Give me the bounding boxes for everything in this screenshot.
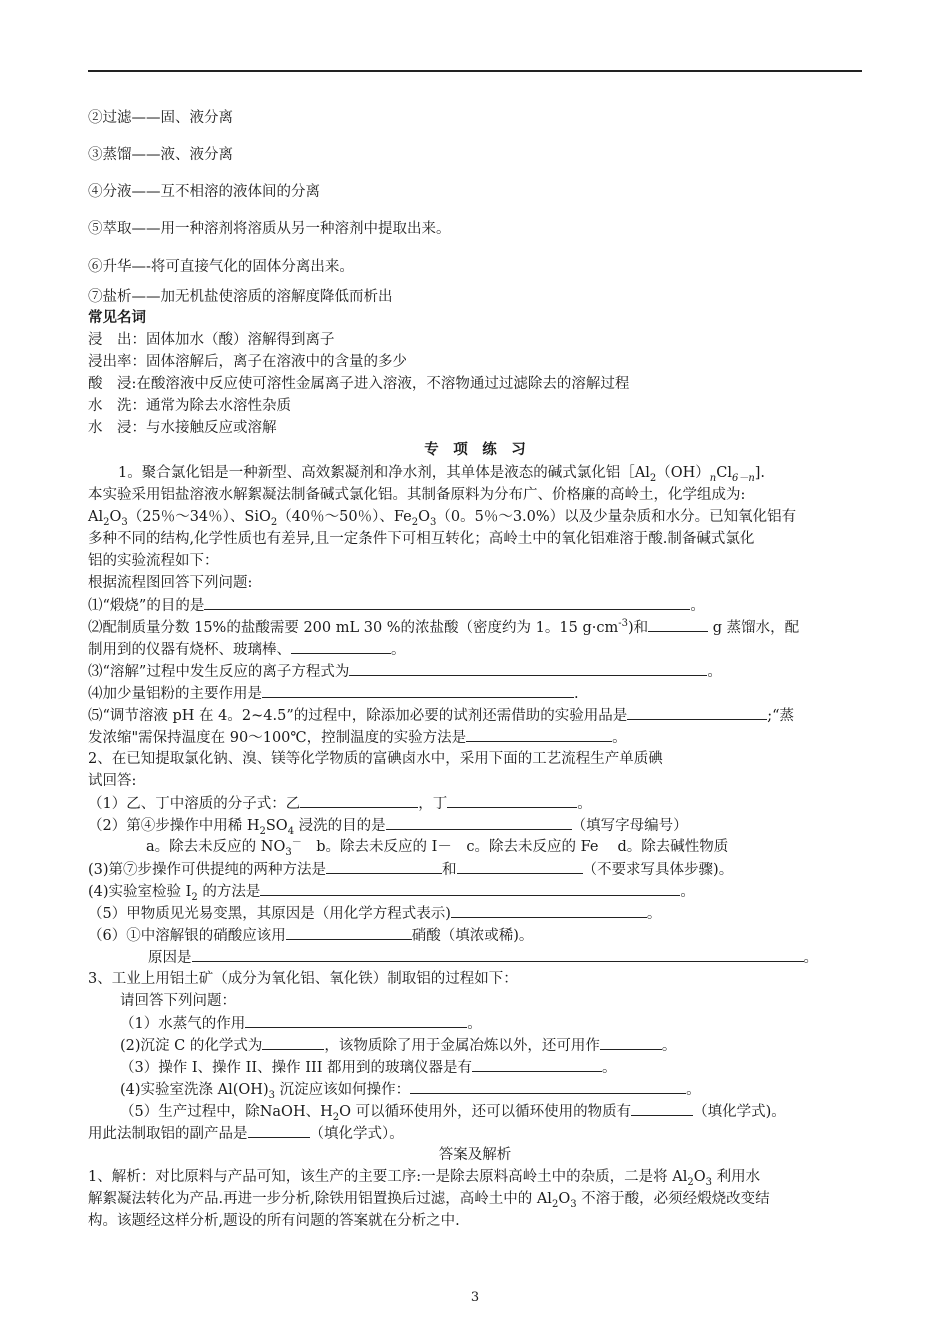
q1-part4: ⑷加少量铝粉的主要作用是 . <box>88 683 579 704</box>
q1-part3: ⑶“溶解”过程中发生反应的离子方程式为 。 <box>88 661 722 682</box>
answer-blank[interactable] <box>447 793 577 808</box>
answer-blank[interactable] <box>262 1035 324 1050</box>
method-extract: ⑤萃取——用一种溶剂将溶质从另一种溶剂中提取出来。 <box>88 221 451 237</box>
q3-sub2: (2)沉淀 C 的化学式为 ，该物质除了用于金属冶炼以外，还可用作 。 <box>120 1035 676 1056</box>
answer-line3: 构。该题经这样分析,题设的所有问题的答案就在分析之中. <box>88 1213 460 1229</box>
q2-intro: 2、在已知提取氯化钠、溴、镁等化学物质的富碘卤水中，采用下面的工艺流程生产单质碘 <box>88 751 663 767</box>
answer-blank[interactable] <box>326 859 442 874</box>
method-filter: ②过滤——固、液分离 <box>88 110 233 126</box>
method-distill: ③蒸馏——液、液分离 <box>88 147 233 163</box>
q1-line2: 本实验采用铝盐溶液水解絮凝法制备碱式氯化铝。其制备原料为分布广、价格廉的高岭土，化学组成为: <box>88 487 746 503</box>
term-item: 水 洗：通常为除去水溶性杂质 <box>88 398 291 414</box>
answer-blank[interactable] <box>192 947 804 962</box>
answer-blank[interactable] <box>627 705 767 720</box>
answer-blank[interactable] <box>291 639 391 654</box>
q1-part2-cont: 制用到的仪器有烧杯、玻璃棒、 。 <box>88 639 406 660</box>
q2-sub3: (3)第⑦步操作可供提纯的两种方法是 和 （不要求写具体步骤)。 <box>88 859 733 880</box>
q3-intro: 3、工业上用铝土矿（成分为氧化铝、氧化铁）制取铝的过程如下： <box>88 971 518 987</box>
q2-sub2: （2）第④步操作中用稀 $H_2SO_4$ 浸洗的目的是 （填写字母编号） <box>88 815 688 836</box>
answer-blank[interactable] <box>386 815 572 830</box>
q1-part2: ⑵配制质量分数 15%的盐酸需要 200 mL 30 %的浓盐酸（密度约为 1。15 $g\cdot cm^{-3}$)和 g 蒸馏水，配 <box>88 618 800 636</box>
q1-line6: 根据流程图回答下列问题: <box>88 575 253 591</box>
answer-blank[interactable] <box>451 903 647 918</box>
term-item: 水 浸：与水接触反应或溶解 <box>88 420 277 436</box>
term-item: 浸出率：固体溶解后，离子在溶液中的含量的多少 <box>88 354 407 370</box>
q3-sub5: （5）生产过程中，除NaOH、$H_2O$ 可以循环使用外，还可以循环使用的物质有 （填化学式)。 <box>120 1101 786 1122</box>
answer-blank[interactable] <box>248 1123 310 1138</box>
answer-blank[interactable] <box>600 1035 662 1050</box>
q1-part5-cont: 发浓缩"需保持温度在 90～100℃，控制温度的实验方法是 。 <box>88 727 627 748</box>
answer-line1: 1、解析：对比原料与产品可知，该生产的主要工序:一是除去原料高岭土中的杂质，二是将 $Al_2O_3$ 利用水 <box>88 1169 761 1188</box>
answer-blank[interactable] <box>472 1057 602 1072</box>
page-number: 3 <box>470 1290 480 1305</box>
q2-ask: 试回答: <box>88 773 137 789</box>
answers-title: 答案及解析 <box>438 1147 512 1163</box>
q1-line3: $Al_2O_3(25$％～34％）、SiO$_2$（40％～50％）、$Fe_2O_3(0$。5％～3.0%）以及少量杂质和水分。已知氧化铝有 <box>88 509 797 528</box>
term-item: 酸 浸:在酸溶液中反应使可溶性金属离子进入溶液，不溶物通过过滤除去的溶解过程 <box>88 376 630 392</box>
q2-sub4: (4)实验室检验 $I_2$ 的方法是 。 <box>88 881 695 902</box>
answer-blank[interactable] <box>286 925 412 940</box>
answer-blank[interactable] <box>260 881 680 896</box>
answer-blank[interactable] <box>631 1101 693 1116</box>
q3-sub4: (4)实验室洗涤 $Al(OH)_3$ 沉淀应该如何操作： 。 <box>120 1079 701 1100</box>
header-rule <box>88 70 862 72</box>
q2-options: a。除去未反应的 $NO_3^-$ b。除去未反应的 I－ c。除去未反应的 Fe d。除去碱性物质 <box>146 837 729 858</box>
answer-blank[interactable] <box>466 727 612 742</box>
answer-blank[interactable] <box>410 1079 686 1094</box>
answer-blank[interactable] <box>300 793 418 808</box>
q1-line1: 1。聚合氯化铝是一种新型、高效絮凝剂和净水剂，其单体是液态的碱式氯化铝$[Al_2(OH)_nCl_{6-n}$]. <box>118 465 766 484</box>
answer-blank[interactable] <box>245 1013 467 1028</box>
answer-blank[interactable] <box>457 859 583 874</box>
q2-sub1: （1）乙、丁中溶质的分子式：乙 ，丁 。 <box>88 793 592 814</box>
method-sublime: ⑥升华—-将可直接气化的固体分离出来。 <box>88 259 354 275</box>
q1-line4: 多种不同的结构,化学性质也有差异,且一定条件下可相互转化；高岭土中的氧化铝难溶于酸.制备碱式氯化 <box>88 531 755 547</box>
q3-sub1: （1）水蒸气的作用 。 <box>120 1013 482 1034</box>
q2-sub6: （6）①中溶解银的硝酸应该用 硝酸（填浓或稀)。 <box>88 925 533 946</box>
q1-part5: ⑸“调节溶液 pH 在 4。2~4.5”的过程中，除添加必要的试剂还需借助的实验用品是 ;“蒸 <box>88 705 794 726</box>
method-separate: ④分液——互不相溶的液体间的分离 <box>88 184 320 200</box>
q1-part1: ⑴“煅烧”的目的是 。 <box>88 595 705 616</box>
q2-sub5: （5）甲物质见光易变黑，其原因是（用化学方程式表示) 。 <box>88 903 661 924</box>
q1-line5: 铝的实验流程如下： <box>88 553 219 569</box>
answer-line2: 解絮凝法转化为产品.再进一步分析,除铁用铝置换后过滤，高岭土中的 $Al_2O_3$ 不溶于酸，必须经煅烧改变结 <box>88 1191 770 1210</box>
q2-sub6-reason: 原因是 。 <box>148 947 818 968</box>
q3-ask: 请回答下列问题： <box>120 993 236 1009</box>
terms-heading: 常见名词 <box>88 309 146 326</box>
answer-blank[interactable] <box>648 617 708 632</box>
answer-blank[interactable] <box>349 661 707 676</box>
q3-sub6: 用此法制取铝的副产品是 （填化学式）。 <box>88 1123 404 1144</box>
answer-blank[interactable] <box>204 595 690 610</box>
q3-sub3: （3）操作 I、操作 II、操作 III 都用到的玻璃仪器是有 。 <box>120 1057 617 1078</box>
method-saltout: ⑦盐析——加无机盐使溶质的溶解度降低而析出 <box>88 289 393 305</box>
answer-blank[interactable] <box>262 683 574 698</box>
term-item: 浸 出：固体加水（酸）溶解得到离子 <box>88 332 335 348</box>
exercise-title: 专 项 练 习 <box>424 441 526 458</box>
